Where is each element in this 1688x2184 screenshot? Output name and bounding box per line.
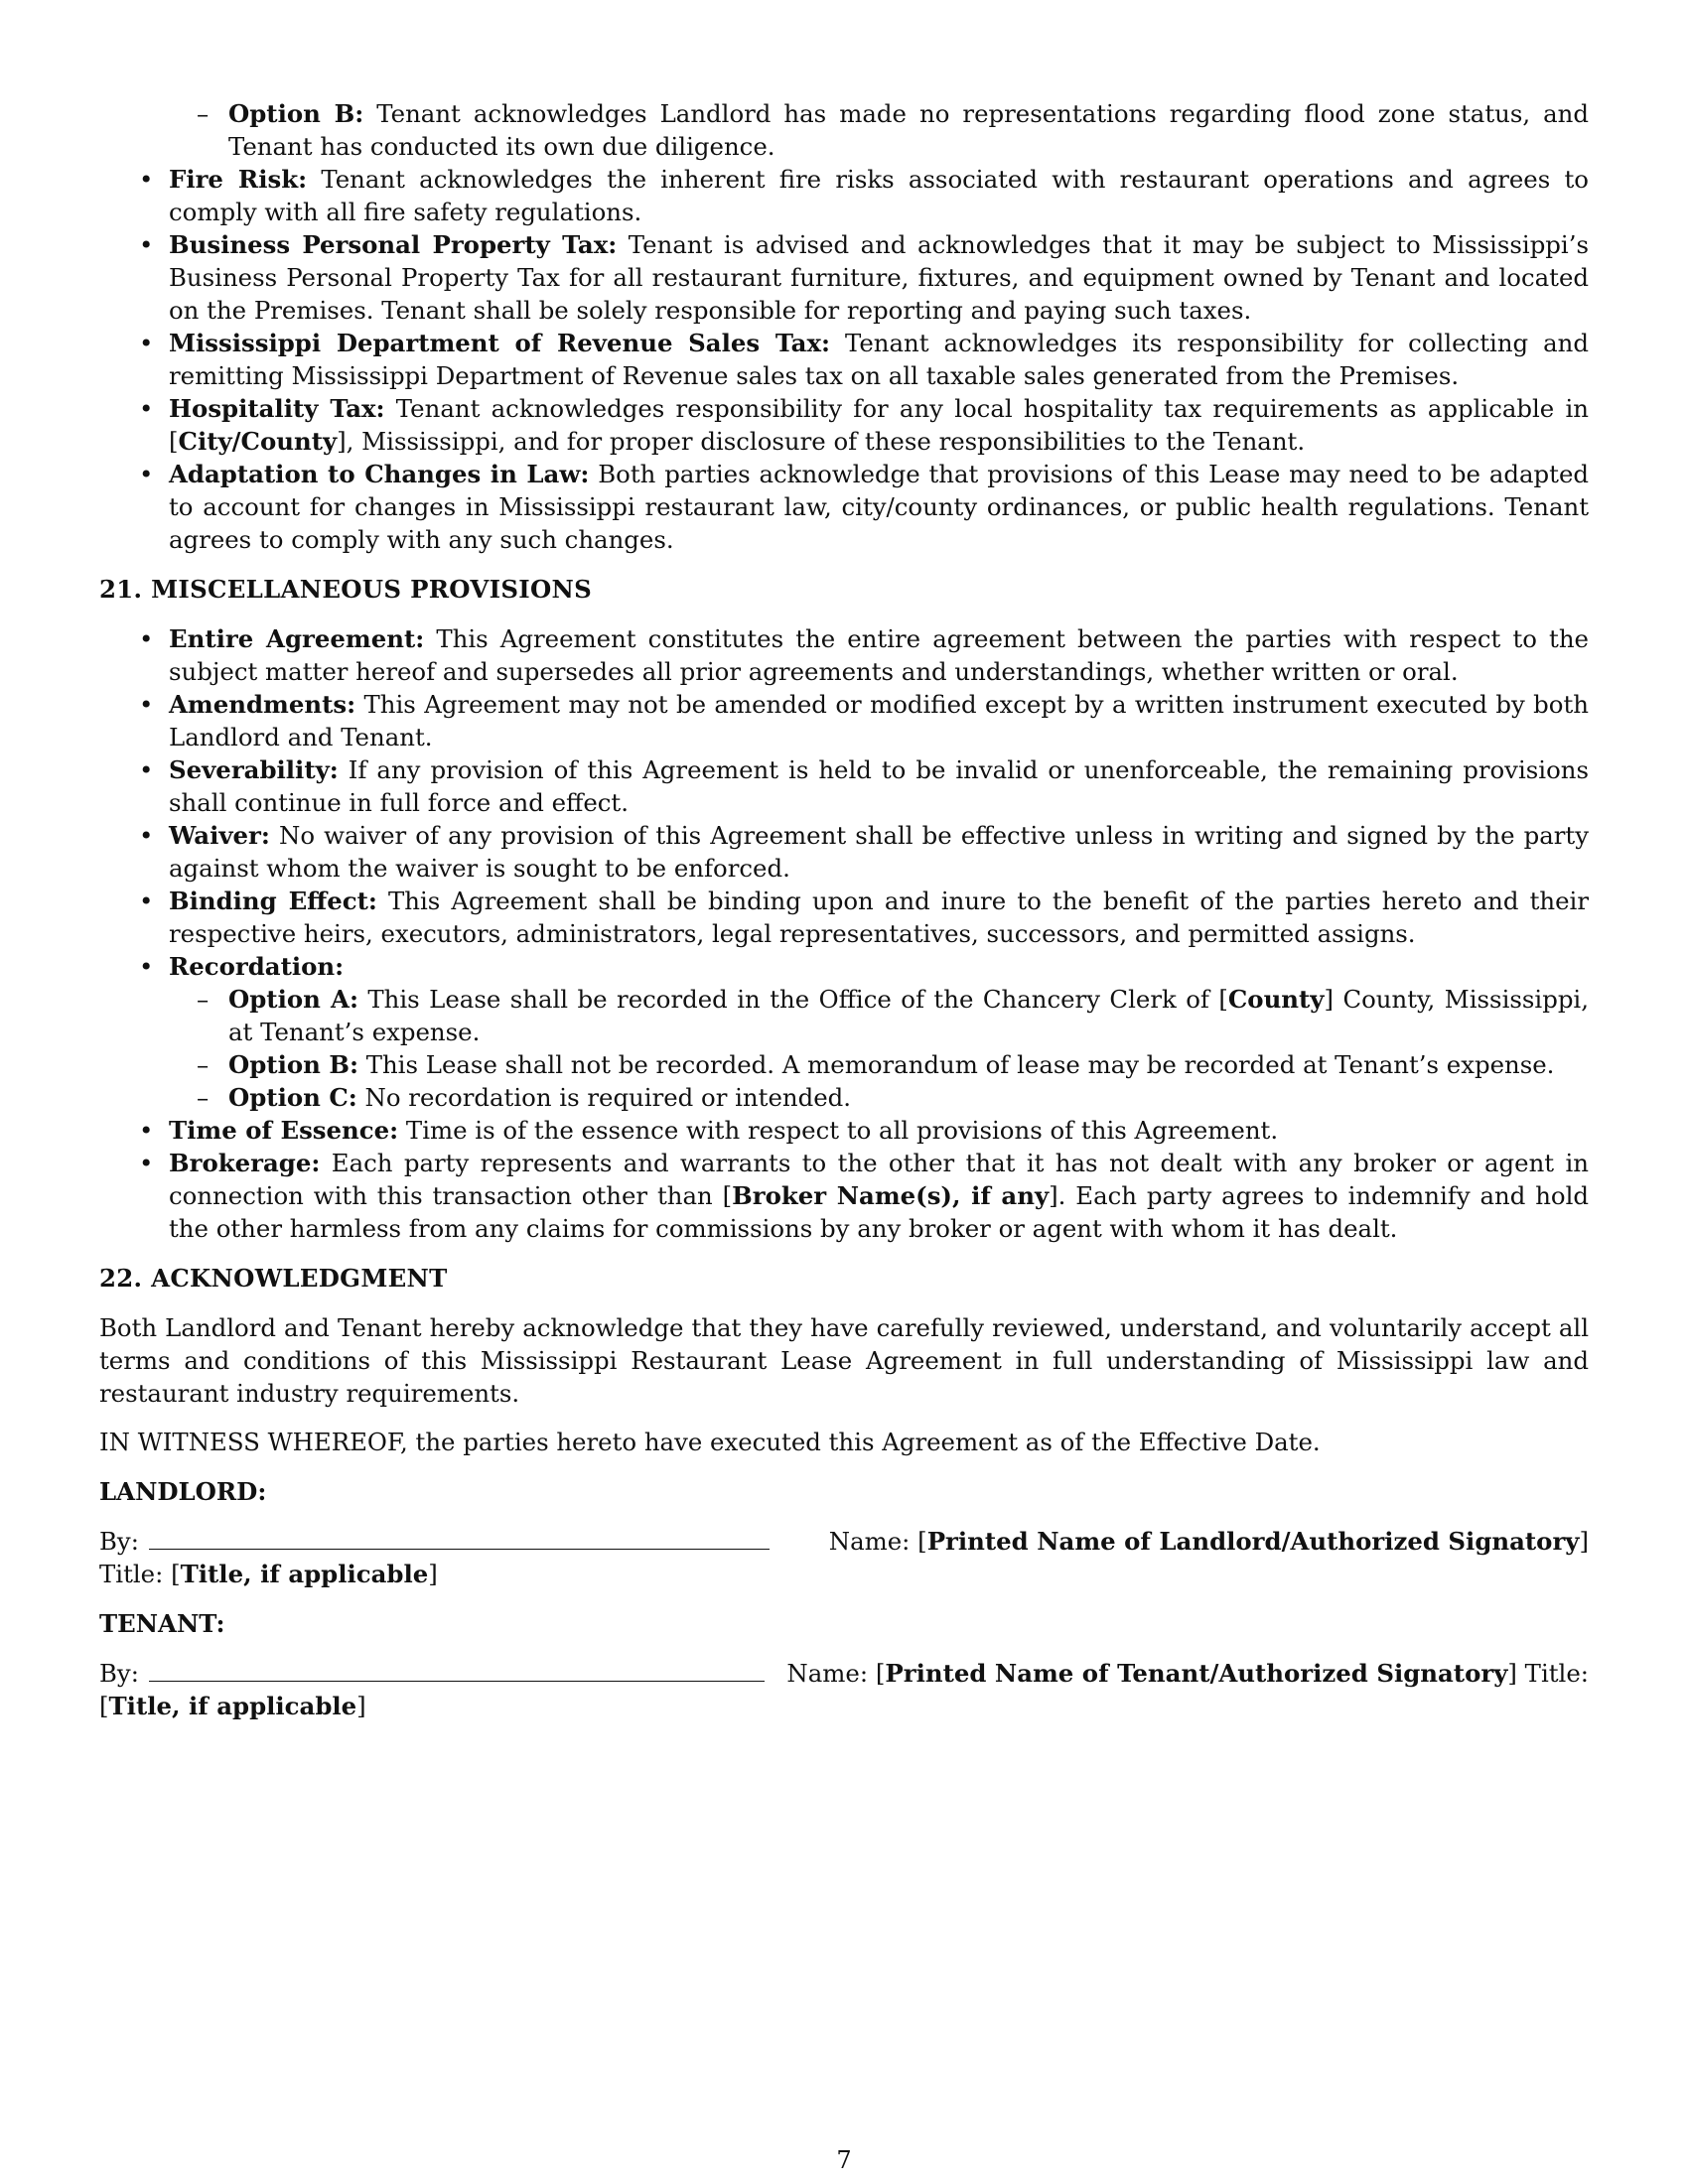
witness-paragraph: IN WITNESS WHEREOF, the parties hereto have executed this Agreement as of the Effective Date. xyxy=(99,1428,1321,1456)
open-bracket: [ xyxy=(917,1527,927,1556)
tenant-title-label: Title: xyxy=(1524,1659,1589,1688)
bullet-marker: • xyxy=(139,624,154,653)
open-bracket: [ xyxy=(171,1560,181,1588)
item-text: Tenant acknowledges responsibility for any local hospitality tax requirements as applicable in [ xyxy=(169,394,1589,456)
bullet-marker: • xyxy=(139,690,154,719)
option-text-after: ] County, Mississippi, at Tenant’s expense. xyxy=(228,985,1589,1046)
tenant-title-row xyxy=(99,1690,1589,1722)
spacer xyxy=(99,1410,1589,1426)
tenant-signature-block xyxy=(99,1657,1589,1722)
landlord-by-row xyxy=(99,1525,1589,1558)
list-item-waiver xyxy=(99,819,1589,885)
tenant-by-row xyxy=(99,1657,1589,1690)
open-bracket: [ xyxy=(99,1692,109,1720)
item-text: This Agreement constitutes the entire agreement between the parties with respect to the subject matter hereof and supersedes all prior agreements and understandings, whether written or oral. xyxy=(169,624,1589,686)
landlord-title-row xyxy=(99,1558,1589,1590)
item-term: Binding Effect: xyxy=(169,887,377,915)
item-text: Tenant acknowledges the inherent fire risks associated with restaurant operations and agrees to comply with all fire safety regulations. xyxy=(169,165,1589,226)
bullet-marker: • xyxy=(139,755,154,784)
open-bracket: [ xyxy=(875,1659,886,1688)
bullet-marker: • xyxy=(139,1116,154,1145)
bullet-marker: • xyxy=(139,329,154,357)
tenant-heading: TENANT: xyxy=(99,1609,225,1638)
bullet-marker: • xyxy=(139,460,154,488)
item-term: Fire Risk: xyxy=(169,165,308,194)
close-bracket: ] xyxy=(1579,1527,1589,1556)
close-bracket: ] xyxy=(428,1560,438,1588)
broker-placeholder: Broker Name(s), if any xyxy=(732,1181,1050,1210)
item-text: No waiver of any provision of this Agreement shall be effective unless in writing and signed by the party against whom the waiver is sought to be enforced. xyxy=(169,821,1589,883)
option-label: Option C: xyxy=(228,1083,357,1112)
bullet-marker: • xyxy=(139,821,154,850)
bullet-marker: • xyxy=(139,230,154,259)
item-term: Time of Essence: xyxy=(169,1116,399,1145)
item-text: This Agreement shall be binding upon and inure to the benefit of the parties hereto and their respective heirs, executors, administrators, legal representatives, successors, and permitted assigns. xyxy=(169,887,1589,948)
list-item-fire-risk xyxy=(99,163,1589,228)
list-item-amendments xyxy=(99,688,1589,753)
item-text-after: ]. Each party agrees to indemnify and hold the other harmless from any claims for commissions by any broker or agent with whom it has dealt. xyxy=(169,1181,1590,1243)
item-term: Amendments: xyxy=(169,690,356,719)
bullet-marker: • xyxy=(139,952,154,981)
landlord-signature-block xyxy=(99,1525,1589,1590)
option-b-flood xyxy=(99,97,1589,163)
option-text: Tenant acknowledges Landlord has made no representations regarding flood zone status, and Tenant has conducted its own due diligence. xyxy=(228,99,1589,161)
section-21-list xyxy=(99,622,1589,983)
bullet-marker: • xyxy=(139,165,154,194)
recordation-option-a xyxy=(99,983,1589,1048)
recordation-option-b xyxy=(99,1048,1589,1081)
item-text: Time is of the essence with respect to all provisions of this Agreement. xyxy=(398,1116,1279,1145)
tenant-title-placeholder: Title, if applicable xyxy=(108,1692,357,1720)
list-item-adaptation xyxy=(99,458,1589,556)
tenant-by-label: By: xyxy=(99,1659,139,1688)
option-label: Option A: xyxy=(228,985,358,1014)
tenant-name-placeholder: Printed Name of Tenant/Authorized Signatory xyxy=(885,1659,1508,1688)
landlord-title-label: Title: xyxy=(99,1560,164,1588)
city-county-placeholder: City/County xyxy=(178,427,338,456)
option-label: Option B: xyxy=(228,99,364,128)
list-item-personal-property-tax xyxy=(99,228,1589,327)
list-item-hospitality-tax xyxy=(99,392,1589,458)
item-text: If any provision of this Agreement is held to be invalid or unenforceable, the remaining provisions shall continue in full force and effect. xyxy=(169,755,1589,817)
tenant-signature-line[interactable] xyxy=(149,1659,765,1682)
item-term: Entire Agreement: xyxy=(169,624,425,653)
item-term: Brokerage: xyxy=(169,1149,321,1177)
item-term: Hospitality Tax: xyxy=(169,394,385,423)
landlord-name-label: Name: xyxy=(828,1527,911,1556)
item-term: Business Personal Property Tax: xyxy=(169,230,618,259)
list-item-brokerage xyxy=(99,1147,1589,1245)
item-text: Each party represents and warrants to the other that it has not dealt with any broker or agent in connection with this transaction other than [ xyxy=(169,1149,1589,1210)
landlord-heading: LANDLORD: xyxy=(99,1477,267,1506)
option-label: Option B: xyxy=(228,1050,358,1079)
document-page xyxy=(99,97,1589,1722)
landlord-title-placeholder: Title, if applicable xyxy=(180,1560,429,1588)
landlord-name-placeholder: Printed Name of Landlord/Authorized Signatory xyxy=(926,1527,1580,1556)
item-term: Waiver: xyxy=(169,821,270,850)
list-item-time-of-essence xyxy=(99,1114,1589,1147)
list-item-entire-agreement xyxy=(99,622,1589,688)
bullet-marker: • xyxy=(139,887,154,915)
close-bracket: ] xyxy=(1507,1659,1517,1688)
list-item-binding-effect xyxy=(99,885,1589,950)
dash-marker: – xyxy=(197,1050,210,1079)
bullet-marker: • xyxy=(139,394,154,423)
item-text: This Agreement may not be amended or modified except by a written instrument executed by both Landlord and Tenant. xyxy=(169,690,1589,751)
list-item-severability xyxy=(99,753,1589,819)
item-term: Mississippi Department of Revenue Sales Tax: xyxy=(169,329,831,357)
item-text-after: ], Mississippi, and for proper disclosure of these responsibilities to the Tenant. xyxy=(337,427,1306,456)
item-term: Recordation: xyxy=(169,952,345,981)
dash-marker: – xyxy=(197,1083,210,1112)
tenant-name-label: Name: xyxy=(786,1659,869,1688)
acknowledgment-paragraph: Both Landlord and Tenant hereby acknowledge that they have carefully reviewed, understand, and voluntarily accept all terms and conditions of this Mississippi Restaurant Lease Agreement in full understanding of Mississippi law and restaurant industry requirements. xyxy=(99,1313,1589,1408)
item-text: Tenant is advised and acknowledges that it may be subject to Mississippi’s Business Personal Property Tax for all restaurant furniture, fixtures, and equipment owned by Tenant and located on the Premises. Tenant shall be solely responsible for reporting and paying such taxes. xyxy=(169,230,1589,325)
list-item-sales-tax xyxy=(99,327,1589,392)
section-22-heading: 22. ACKNOWLEDGMENT xyxy=(99,1264,448,1293)
landlord-name-field xyxy=(770,1525,1589,1558)
option-text: No recordation is required or intended. xyxy=(356,1083,851,1112)
bullet-marker: • xyxy=(139,1149,154,1177)
dash-marker: – xyxy=(197,985,210,1014)
page-number: 7 xyxy=(836,2146,852,2174)
section-20-list xyxy=(99,163,1589,556)
tenant-name-field xyxy=(765,1657,1589,1690)
county-placeholder: County xyxy=(1227,985,1325,1014)
list-item-recordation xyxy=(99,950,1589,983)
close-bracket: ] xyxy=(356,1692,366,1720)
landlord-signature-line[interactable] xyxy=(149,1527,770,1550)
item-term: Severability: xyxy=(169,755,339,784)
dash-marker: – xyxy=(197,99,210,128)
option-text: This Lease shall be recorded in the Office of the Chancery Clerk of [ xyxy=(357,985,1228,1014)
section-21-list-continued xyxy=(99,1114,1589,1245)
item-text: Tenant acknowledges its responsibility for collecting and remitting Mississippi Department of Revenue sales tax on all taxable sales generated from the Premises. xyxy=(169,329,1589,390)
option-text: This Lease shall not be recorded. A memorandum of lease may be recorded at Tenant’s expense. xyxy=(357,1050,1555,1079)
landlord-by-label: By: xyxy=(99,1527,139,1556)
item-term: Adaptation to Changes in Law: xyxy=(169,460,590,488)
recordation-option-c xyxy=(99,1081,1589,1114)
section-21-heading: 21. MISCELLANEOUS PROVISIONS xyxy=(99,575,593,604)
item-text: Both parties acknowledge that provisions of this Lease may need to be adapted to account for changes in Mississippi restaurant law, city/county ordinances, or public health regulations. Tenant agrees to comply with any such changes. xyxy=(169,460,1589,554)
